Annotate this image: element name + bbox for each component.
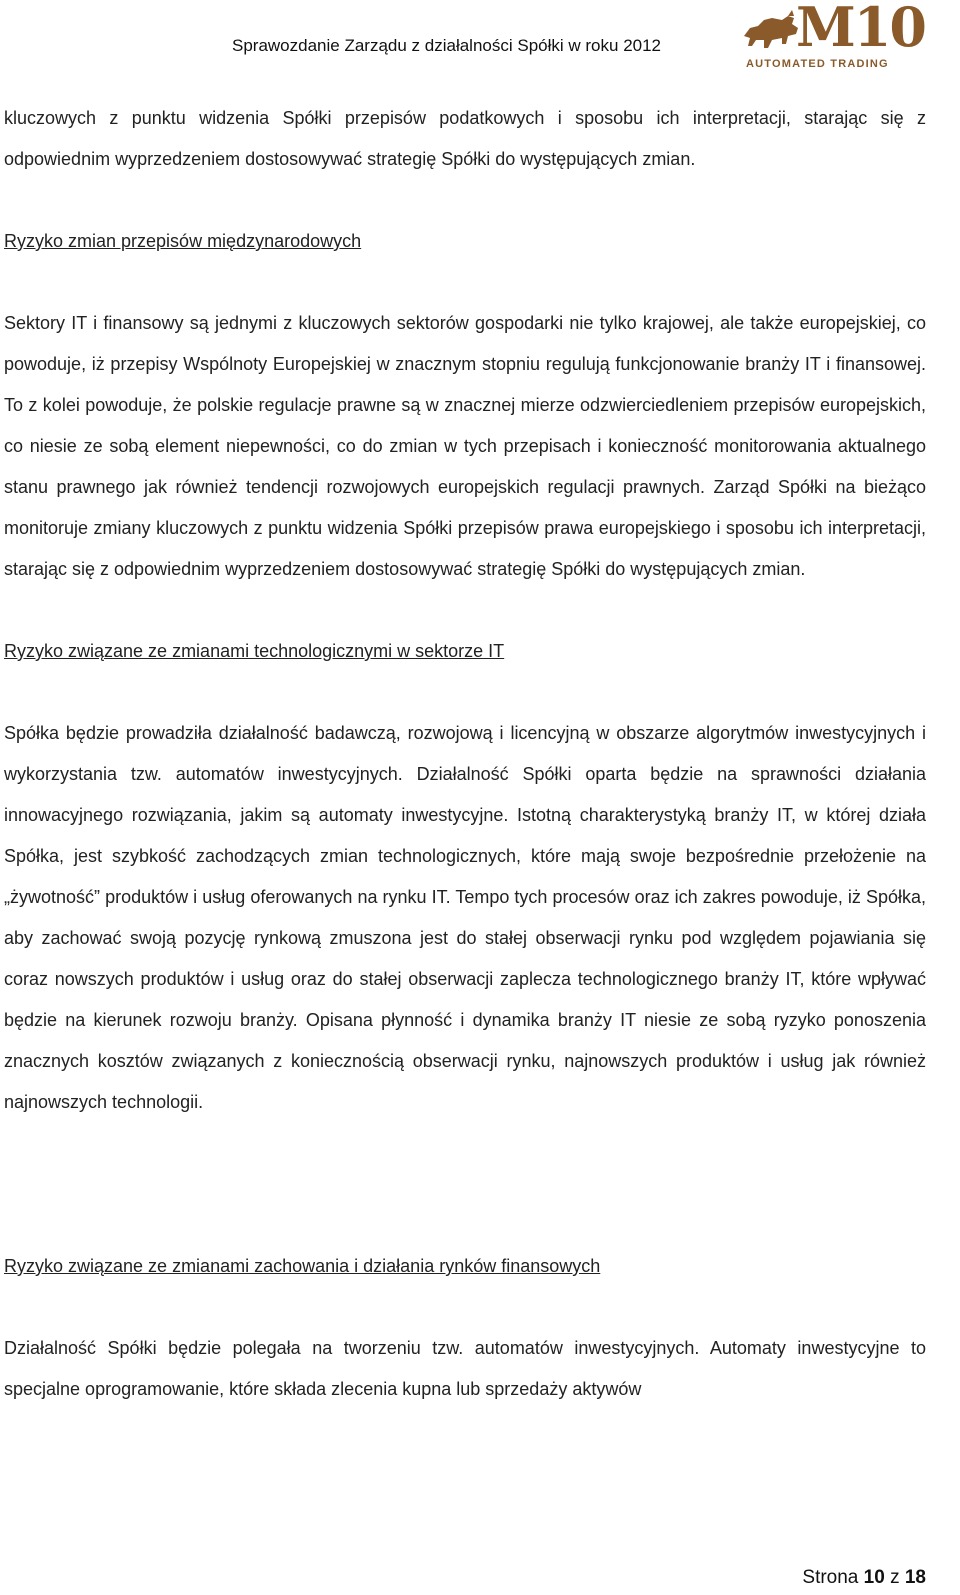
total-pages: 18 xyxy=(904,1567,926,1588)
logo-subtitle: AUTOMATED TRADING xyxy=(746,58,889,70)
page-number xyxy=(802,1567,926,1589)
section-heading-technology-changes: Ryzyko związane ze zmianami technologicznymi w sektorze IT xyxy=(4,641,505,661)
paragraph-international-regulations: Sektory IT i finansowy są jednymi z kluczowych sektorów gospodarki nie tylko krajowej, ale także europejskiej, co powoduje, iż przepisy Wspólnoty Europejskiej w znacznym stopniu regulują funkcjonowanie branży IT i finansowej. To z kolei powoduje, że polskie regulacje prawne są w znacznej mierze odzwierciedleniem przepisów europejskich, co niesie ze sobą element niepewności, co do zmian w tych przepisach i konieczność monitorowania aktualnego stanu prawnego jak również tendencji rozwojowych europejskich regulacji prawnych. Zarząd Spółki na bieżąco monitoruje zmiany kluczowych z punktu widzenia Spółki przepisów prawa europejskiego i sposobu ich interpretacji, starając się z odpowiednim wyprzedzeniem dostosowywać strategię Spółki do występujących zmian. xyxy=(4,313,926,579)
paragraph-continuation: kluczowych z punktu widzenia Spółki przepisów podatkowych i sposobu ich interpretacji, starając się z odpowiednim wyprzedzeniem dostosowywać strategię Spółki do występujących zmian. xyxy=(4,108,926,169)
paragraph-financial-markets: Działalność Spółki będzie polegała na tworzeniu tzw. automatów inwestycyjnych. Automaty inwestycyjne to specjalne oprogramowanie, które składa zlecenia kupna lub sprzedaży aktywów xyxy=(4,1338,926,1399)
bull-logo-icon xyxy=(742,6,804,56)
report-title: Sprawozdanie Zarządu z działalności Spółki w roku 2012 xyxy=(232,36,662,55)
page-separator: z xyxy=(890,1567,900,1588)
paragraph-technology-changes: Spółka będzie prowadziła działalność badawczą, rozwojową i licencyjną w obszarze algorytmów inwestycyjnych i wykorzystania tzw. automatów inwestycyjnych. Działalność Spółki oparta będzie na sprawności działania innowacyjnego rozwiązania, jakim są automaty inwestycyjne. Istotną charakterystyką branży IT, w której działa Spółka, jest szybkość zachodzących zmian technologicznych, które mają swoje bezpośrednie przełożenie na „żywotność” produktów i usług oferowanych na rynku IT. Tempo tych procesów oraz ich zakres powoduje, iż Spółka, aby zachować swoją pozycję rynkową zmuszona jest do stałej obserwacji rynku pod względem pojawiania się coraz nowszych produktów i usług oraz do stałej obserwacji zaplecza technologicznego branży IT, które wpływać będzie na kierunek rozwoju branży. Opisana płynność i dynamika branży IT niesie ze sobą ryzyko ponoszenia znacznych kosztów związanych z koniecznością obserwacji rynku, najnowszych produktów i usług jak również najnowszych technologii. xyxy=(4,723,926,1112)
current-page: 10 xyxy=(863,1567,885,1588)
section-heading-international-regulations: Ryzyko zmian przepisów międzynarodowych xyxy=(4,231,362,251)
page-header xyxy=(0,0,960,78)
company-logo xyxy=(742,0,925,72)
logo-wordmark: M10 xyxy=(796,0,925,59)
document-body xyxy=(4,98,926,1410)
page-label: Strona xyxy=(802,1567,859,1588)
section-heading-financial-markets: Ryzyko związane ze zmianami zachowania i działania rynków finansowych xyxy=(4,1256,601,1276)
